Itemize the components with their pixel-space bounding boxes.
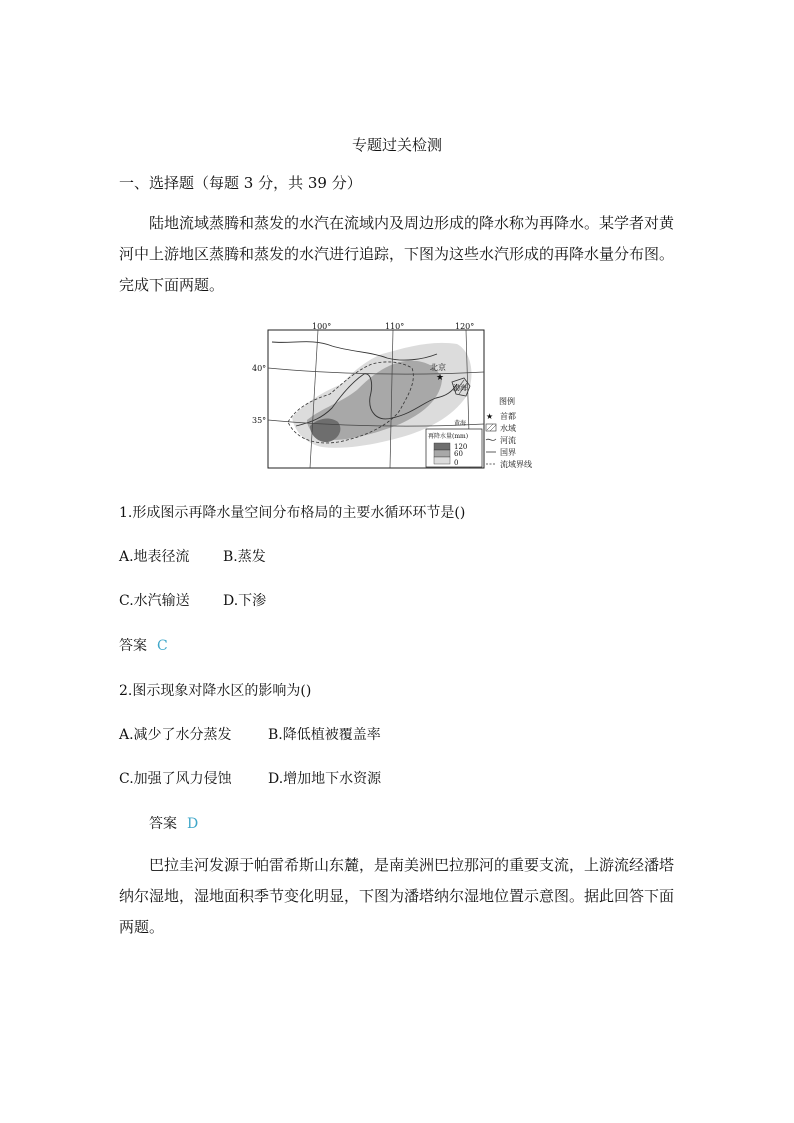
scale-swatch-low bbox=[434, 457, 450, 464]
question-1-stem: 1.形成图示再降水量空间分布格局的主要水循环环节是() bbox=[119, 505, 466, 521]
scale-swatch-mid bbox=[434, 450, 450, 457]
section-heading: 一、选择题（每题 3 分，共 39 分） bbox=[119, 174, 362, 192]
scale-title: 再降水量(mm) bbox=[428, 433, 469, 440]
q2-option-d[interactable]: D.增加地下水资源 bbox=[268, 771, 382, 787]
lon-label-100: 100° bbox=[312, 322, 332, 331]
legend-basin: 流域界线 bbox=[500, 460, 532, 469]
scale-value-60: 60 bbox=[454, 450, 463, 458]
label-bohai: 渤海 bbox=[453, 384, 467, 392]
q2-option-a[interactable]: A.减少了水分蒸发 bbox=[119, 727, 232, 743]
question-2-answer bbox=[149, 813, 198, 833]
q2-option-c[interactable]: C.加强了风力侵蚀 bbox=[119, 771, 232, 787]
page-title: 专题过关检测 bbox=[351, 136, 442, 154]
legend-border: 国界 bbox=[500, 448, 516, 457]
legend-water: 水域 bbox=[500, 424, 516, 433]
lon-label-110: 110° bbox=[385, 322, 405, 331]
question-1-options-row2 bbox=[119, 590, 266, 610]
intro-text-1: 陆地流域蒸腾和蒸发的水汽在流域内及周边形成的降水称为再降水。某学者对黄河中上游地区蒸腾和蒸发的水汽进行追踪，下图为这些水汽形成的再降水量分布图。完成下面两题。 bbox=[119, 214, 675, 294]
scale-value-0: 0 bbox=[454, 459, 459, 467]
question-2-options-row1 bbox=[119, 724, 381, 744]
lat-label-35: 35° bbox=[252, 416, 267, 425]
intro-text-2: 巴拉圭河发源于帕雷希斯山东麓，是南美洲巴拉那河的重要支流，上游流经潘塔纳尔湿地，湿地面积季节变化明显，下图为潘塔纳尔湿地位置示意图。据此回答下面两题。 bbox=[119, 856, 675, 936]
q1-answer-value: C bbox=[157, 638, 168, 654]
q1-option-b[interactable]: B.蒸发 bbox=[223, 549, 266, 565]
question-1-answer bbox=[119, 635, 168, 655]
q1-option-a[interactable]: A.地表径流 bbox=[119, 549, 190, 565]
intro-paragraph-2 bbox=[119, 850, 675, 943]
legend-capital: 首都 bbox=[500, 412, 516, 421]
lon-label-120: 120° bbox=[455, 322, 475, 331]
q2-answer-label: 答案 bbox=[149, 816, 177, 832]
legend-title: 图例 bbox=[499, 397, 515, 406]
q1-option-c[interactable]: C.水汽输送 bbox=[119, 593, 190, 609]
lat-label-40: 40° bbox=[252, 364, 267, 373]
legend-capital-icon: ★ bbox=[486, 412, 494, 421]
capital-star-icon: ★ bbox=[436, 373, 445, 383]
q1-option-d[interactable]: D.下渗 bbox=[223, 593, 267, 609]
legend-river: 河流 bbox=[500, 436, 516, 445]
question-2-options-row2 bbox=[119, 768, 381, 788]
q2-option-b[interactable]: B.降低植被覆盖率 bbox=[268, 727, 381, 743]
q2-answer-value: D bbox=[187, 816, 199, 832]
question-1-options-row1 bbox=[119, 546, 266, 566]
scale-swatch-high bbox=[434, 443, 450, 450]
q1-answer-label: 答案 bbox=[119, 638, 147, 654]
legend-river-icon bbox=[486, 439, 496, 440]
intro-paragraph-1 bbox=[119, 208, 675, 301]
label-huanghai: 黄海 bbox=[454, 420, 467, 427]
scale-value-120: 120 bbox=[454, 443, 468, 451]
label-beijing: 北京 bbox=[430, 363, 446, 372]
question-2-stem: 2.图示现象对降水区的影响为() bbox=[119, 683, 312, 699]
rainfall-map-figure bbox=[252, 322, 542, 472]
